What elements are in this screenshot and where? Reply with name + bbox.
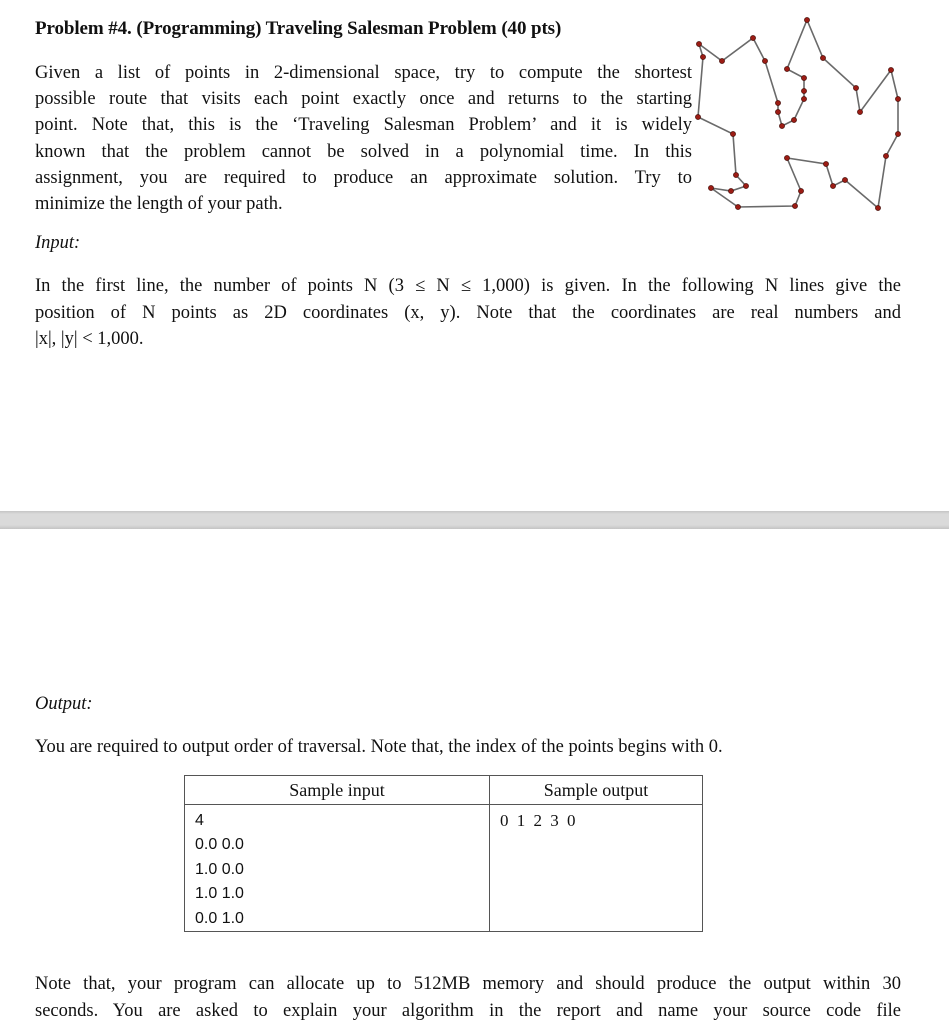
input-line: |x|, |y| < 1,000. xyxy=(35,329,144,350)
tour-point xyxy=(735,204,740,209)
output-paragraph xyxy=(35,734,901,761)
tour-point xyxy=(695,114,700,119)
sample-input-line: 1.0 1.0 xyxy=(195,885,244,903)
output-heading: Output: xyxy=(35,694,93,714)
tour-point xyxy=(804,17,809,22)
tour-point xyxy=(700,54,705,59)
tour-point xyxy=(719,58,724,63)
intro-line: possible route that visits each point exactly once and returns to the starting xyxy=(35,89,692,110)
sample-output-cell xyxy=(490,805,703,932)
page-top xyxy=(0,0,949,511)
tour-points xyxy=(695,17,900,210)
note-line: seconds. You are asked to explain your algorithm in the report and name your source code file xyxy=(35,1000,901,1021)
problem-title: Problem #4. (Programming) Traveling Salesman Problem (40 pts) xyxy=(35,18,562,39)
sample-input-line: 0.0 1.0 xyxy=(195,909,244,927)
tour-point xyxy=(733,172,738,177)
intro-paragraph xyxy=(35,60,692,217)
input-heading: Input: xyxy=(35,233,81,253)
tour-point xyxy=(708,185,713,190)
tour-point xyxy=(801,75,806,80)
tour-point xyxy=(875,205,880,210)
note-line: Note that, your program can allocate up to 512MB memory and should produce the output within 30 xyxy=(35,974,901,994)
tour-point xyxy=(791,117,796,122)
tour-point xyxy=(857,109,862,114)
tour-point xyxy=(895,96,900,101)
tour-point xyxy=(798,188,803,193)
input-line: In the first line, the number of points N (3 ≤ N ≤ 1,000) is given. In the following N lines give the xyxy=(35,276,901,296)
tour-point xyxy=(883,153,888,158)
note-paragraph xyxy=(35,971,901,1024)
tour-point xyxy=(784,66,789,71)
intro-line: known that the problem cannot be solved in a polynomial time. In this xyxy=(35,141,692,162)
intro-line: minimize the length of your path. xyxy=(35,193,283,214)
tour-point xyxy=(895,131,900,136)
sample-table xyxy=(184,775,703,932)
output-line: You are required to output order of traversal. Note that, the index of the points begins with 0. xyxy=(35,737,723,757)
input-paragraph xyxy=(35,273,901,353)
sample-input-header: Sample input xyxy=(185,776,490,805)
tour-point xyxy=(750,35,755,40)
sample-input-cell xyxy=(185,805,490,932)
intro-line: assignment, you are required to produce an approximate solution. Try to xyxy=(35,167,692,188)
tour-point xyxy=(696,41,701,46)
tour-point xyxy=(842,177,847,182)
intro-line: point. Note that, this is the ‘Traveling Salesman Problem’ and it is widely xyxy=(35,115,692,136)
tour-point xyxy=(730,131,735,136)
tour-point xyxy=(728,188,733,193)
tour-point xyxy=(888,67,893,72)
tour-point xyxy=(820,55,825,60)
sample-output-line: 0 1 2 3 0 xyxy=(500,811,578,830)
tour-point xyxy=(762,58,767,63)
tour-point xyxy=(743,183,748,188)
tour-path xyxy=(698,20,898,208)
tour-point xyxy=(823,161,828,166)
tour-point xyxy=(792,203,797,208)
input-line: position of N points as 2D coordinates (x, y). Note that the coordinates are real numbers and xyxy=(35,302,901,323)
sample-table-row xyxy=(185,805,703,932)
sample-input-line: 0.0 0.0 xyxy=(195,836,244,854)
tsp-tour-figure xyxy=(690,12,920,222)
tour-point xyxy=(801,96,806,101)
tour-point xyxy=(775,100,780,105)
sample-input-line: 4 xyxy=(195,812,204,829)
page-separator xyxy=(0,511,949,529)
tour-point xyxy=(779,123,784,128)
sample-output-header: Sample output xyxy=(490,776,703,805)
sample-input-line: 1.0 0.0 xyxy=(195,860,244,878)
sample-table-header xyxy=(185,776,703,805)
tour-point xyxy=(801,88,806,93)
tour-point xyxy=(784,155,789,160)
tour-point xyxy=(775,109,780,114)
intro-line: Given a list of points in 2-dimensional space, try to compute the shortest xyxy=(35,63,692,83)
tour-point xyxy=(830,183,835,188)
tour-point xyxy=(853,85,858,90)
